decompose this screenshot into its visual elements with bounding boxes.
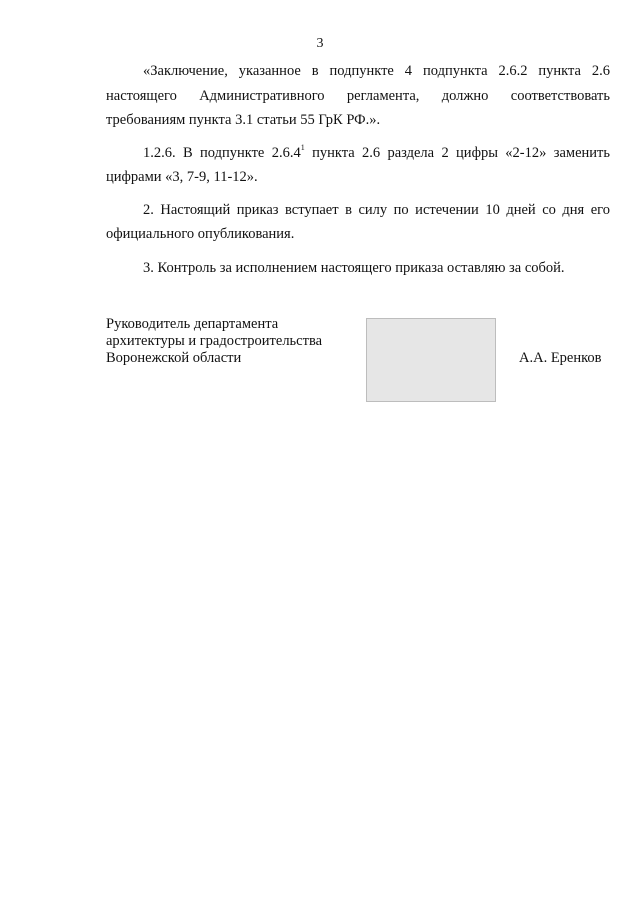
superscript-index: 1: [300, 142, 305, 152]
signatory-position: [106, 316, 346, 367]
paragraph-1-2-6-start: 1.2.6. В подпункте 2.6.4: [143, 144, 301, 161]
document-body: [106, 59, 610, 288]
paragraph-conclusion: «Заключение, указанное в подпункте 4 подпункта 2.6.2 пункта 2.6 настоящего Административного регламента, должно соответствовать требованиям пункта 3.1 статьи 55 ГрК РФ.».: [106, 63, 610, 128]
signatory-position-line: Руководитель департамента: [106, 316, 279, 332]
paragraph-1-2-6-end: пункта 2.6 раздела 2 цифры «2-12» заменить цифрами «3, 7-9, 11-12».: [106, 144, 610, 185]
paragraph-control: 3. Контроль за исполнением настоящего приказа оставляю за собой.: [143, 259, 565, 276]
paragraph-1-2-6: [106, 141, 610, 190]
page-number: 3: [316, 36, 324, 51]
signature-placeholder: [366, 318, 496, 402]
signatory-position-line: архитектуры и градостроительства: [106, 333, 323, 349]
paragraph-effective-date: 2. Настоящий приказ вступает в силу по истечении 10 дней со дня его официального опубликования.: [106, 201, 610, 242]
signatory-position-line: Воронежской области: [106, 350, 242, 366]
signatory-name: А.А. Еренков: [519, 350, 602, 366]
